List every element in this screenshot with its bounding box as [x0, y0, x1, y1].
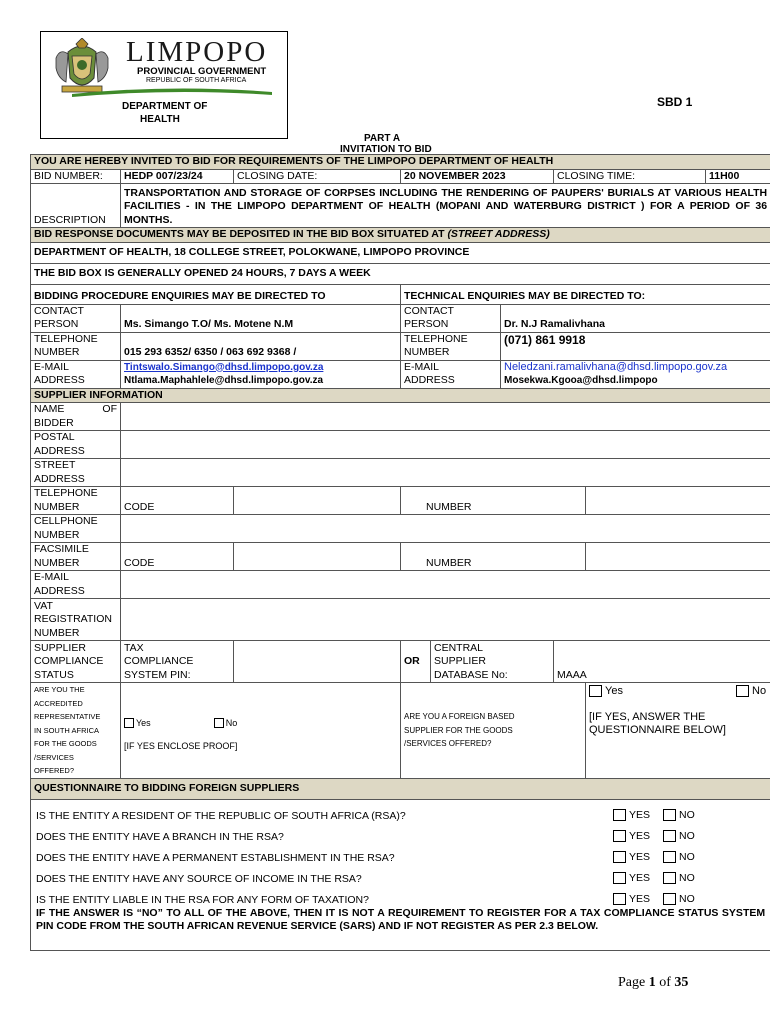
- q3-yes-checkbox[interactable]: [613, 851, 626, 863]
- bidder-name-field[interactable]: [121, 403, 770, 431]
- facsimile-label: FACSIMILE NUMBER: [31, 543, 121, 571]
- questionnaire-note: IF THE ANSWER IS “NO” TO ALL OF THE ABOVE, THEN IT IS NOT A REQUIREMENT TO REGISTER FOR A TAX COMPLIANCE STATUS SYSTEM PIN CODE FROM THE SOUTH AFRICAN REVENUE SERVICE (SARS) AND IF NOT REGISTER AS PER 2.3 BELOW.: [36, 906, 766, 932]
- telephone-number-field[interactable]: [586, 487, 770, 515]
- tax-pin-label: TAX COMPLIANCE SYSTEM PIN:: [121, 641, 234, 683]
- foreign-yes-checkbox[interactable]: [589, 685, 602, 697]
- tech-email-label: E-MAIL ADDRESS: [401, 360, 501, 388]
- technical-enquiries-heading: TECHNICAL ENQUIRIES MAY BE DIRECTED TO:: [401, 284, 770, 304]
- tech-phone-value: (071) 861 9918: [501, 332, 770, 360]
- q2-yes-checkbox[interactable]: [613, 830, 626, 842]
- closing-date-label: CLOSING DATE:: [234, 169, 401, 184]
- bidding-enquiries-heading: BIDDING PROCEDURE ENQUIRIES MAY BE DIRECTED TO: [31, 284, 401, 304]
- facsimile-number-field[interactable]: [586, 543, 770, 571]
- cellphone-field[interactable]: [121, 515, 770, 543]
- accredited-question: ARE YOU THE ACCREDITED REPRESENTATIVE IN SOUTH AFRICA FOR THE GOODS /SERVICES OFFERED?: [31, 683, 121, 779]
- foreign-no-checkbox[interactable]: [736, 685, 749, 697]
- form-code: SBD 1: [657, 95, 693, 109]
- q5-no-checkbox[interactable]: [663, 893, 676, 905]
- foreign-question: ARE YOU A FOREIGN BASED SUPPLIER FOR THE GOODS /SERVICES OFFERED?: [401, 683, 586, 779]
- bid-contact-value: Ms. Simango T.O/ Ms. Motene N.M: [121, 304, 401, 332]
- postal-address-label: POSTAL ADDRESS: [31, 431, 121, 459]
- bid-email-value: Tintswalo.Simango@dhsd.limpopo.gov.za Ntlama.Maphahlele@dhsd.limpopo.gov.za: [121, 360, 401, 388]
- tax-pin-field[interactable]: [234, 641, 401, 683]
- bid-number-label: BID NUMBER:: [31, 169, 121, 184]
- closing-time-value: 11H00: [706, 169, 770, 184]
- tech-phone-label: TELEPHONE NUMBER: [401, 332, 501, 360]
- accredited-yes-checkbox[interactable]: [124, 718, 134, 728]
- facsimile-number-label: NUMBER: [401, 543, 586, 571]
- description-value: TRANSPORTATION AND STORAGE OF CORPSES INCLUDING THE RENDERING OF PAUPERS' BURIALS AT VARIOUS HEALTH FACILITIES - IN THE LIMPOPO DEPARTMENT OF HEALTH (MOPANI AND WATERBURG DISTRICT ) FOR A PERIOD OF 36 MONTHS.: [121, 184, 770, 228]
- bid-contact-label: CONTACT PERSON: [31, 304, 121, 332]
- logo-subtitle: PROVINCIAL GOVERNMENT: [137, 66, 267, 77]
- tech-contact-value: Dr. N.J Ramalivhana: [501, 304, 770, 332]
- or-label: OR: [401, 641, 431, 683]
- accredited-answer: Yes No [IF YES ENCLOSE PROOF]: [121, 683, 401, 779]
- street-address-label: STREET ADDRESS: [31, 459, 121, 487]
- questionnaire-heading: QUESTIONNAIRE TO BIDDING FOREIGN SUPPLIERS: [31, 778, 770, 799]
- street-address-field[interactable]: [121, 459, 770, 487]
- supplier-heading: SUPPLIER INFORMATION: [31, 388, 770, 403]
- bid-phone-value: 015 293 6352/ 6350 / 063 692 9368 /: [121, 332, 401, 360]
- bid-number-value: HEDP 007/23/24: [121, 169, 234, 184]
- csd-label: CENTRAL SUPPLIER DATABASE No:: [431, 641, 554, 683]
- questionnaire-row: IS THE ENTITY LIABLE IN THE RSA FOR ANY FORM OF TAXATION? YES NO: [36, 892, 695, 906]
- bid-email-link[interactable]: Tintswalo.Simango@dhsd.limpopo.gov.za: [124, 361, 324, 373]
- questionnaire-row: DOES THE ENTITY HAVE ANY SOURCE OF INCOME IN THE RSA? YES NO: [36, 871, 695, 885]
- logo-country: REPUBLIC OF SOUTH AFRICA: [146, 77, 247, 84]
- bid-box-hours: THE BID BOX IS GENERALLY OPENED 24 HOURS, 7 DAYS A WEEK: [31, 263, 770, 284]
- invite-heading: YOU ARE HEREBY INVITED TO BID FOR REQUIREMENTS OF THE LIMPOPO DEPARTMENT OF HEALTH: [31, 155, 770, 170]
- tech-email-link[interactable]: Neledzani.ramalivhana@dhsd.limpopo.gov.za: [504, 360, 728, 373]
- q5-yes-checkbox[interactable]: [613, 893, 626, 905]
- q2-no-checkbox[interactable]: [663, 830, 676, 842]
- cellphone-label: CELLPHONE NUMBER: [31, 515, 121, 543]
- telephone-label: TELEPHONE NUMBER: [31, 487, 121, 515]
- email-field[interactable]: [121, 571, 770, 599]
- q1-yes-checkbox[interactable]: [613, 809, 626, 821]
- csd-field[interactable]: MAAA: [554, 641, 770, 683]
- vat-field[interactable]: [121, 599, 770, 641]
- bid-phone-label: TELEPHONE NUMBER: [31, 332, 121, 360]
- closing-date-value: 20 NOVEMBER 2023: [401, 169, 554, 184]
- logo-swoosh-icon: [72, 86, 272, 100]
- email-label: E-MAIL ADDRESS: [31, 571, 121, 599]
- telephone-code-label: CODE: [121, 487, 234, 515]
- form-subtitle: INVITATION TO BID: [340, 144, 432, 155]
- part-label: PART A: [364, 133, 401, 144]
- department-line-1: DEPARTMENT OF: [122, 101, 208, 112]
- tech-contact-label: CONTACT PERSON: [401, 304, 501, 332]
- logo-title: LIMPOPO: [126, 36, 268, 68]
- page-number: Page 1 of 35: [618, 975, 689, 990]
- deposit-heading: BID RESPONSE DOCUMENTS MAY BE DEPOSITED IN THE BID BOX SITUATED AT (STREET ADDRESS): [31, 228, 770, 243]
- q4-no-checkbox[interactable]: [663, 872, 676, 884]
- foreign-answer: Yes No [IF YES, ANSWER THE QUESTIONNAIRE BELOW]: [586, 683, 770, 779]
- q3-no-checkbox[interactable]: [663, 851, 676, 863]
- bid-form-table: [30, 154, 770, 951]
- questionnaire-row: DOES THE ENTITY HAVE A PERMANENT ESTABLISHMENT IN THE RSA? YES NO: [36, 850, 695, 864]
- facsimile-code-field[interactable]: [234, 543, 401, 571]
- department-line-2: HEALTH: [140, 114, 180, 125]
- accredited-no-checkbox[interactable]: [214, 718, 224, 728]
- closing-time-label: CLOSING TIME:: [554, 169, 706, 184]
- questionnaire-body: [31, 799, 770, 950]
- accredited-note: [IF YES ENCLOSE PROOF]: [124, 741, 238, 752]
- q4-yes-checkbox[interactable]: [613, 872, 626, 884]
- questionnaire-row: IS THE ENTITY A RESIDENT OF THE REPUBLIC OF SOUTH AFRICA (RSA)? YES NO: [36, 808, 695, 822]
- bidder-name-label: NAME OF BIDDER: [31, 403, 121, 431]
- bid-box-address: DEPARTMENT OF HEALTH, 18 COLLEGE STREET, POLOKWANE, LIMPOPO PROVINCE: [31, 242, 770, 263]
- facsimile-code-label: CODE: [121, 543, 234, 571]
- compliance-status-label: SUPPLIER COMPLIANCE STATUS: [31, 641, 121, 683]
- description-label: DESCRIPTION: [31, 184, 121, 228]
- q1-no-checkbox[interactable]: [663, 809, 676, 821]
- foreign-note: [IF YES, ANSWER THE QUESTIONNAIRE BELOW]: [589, 710, 726, 736]
- bid-email-label: E-MAIL ADDRESS: [31, 360, 121, 388]
- tech-email-value: Neledzani.ramalivhana@dhsd.limpopo.gov.za Mosekwa.Kgooa@dhsd.limpopo: [501, 360, 770, 388]
- vat-label: VAT REGISTRATION NUMBER: [31, 599, 121, 641]
- telephone-code-field[interactable]: [234, 487, 401, 515]
- postal-address-field[interactable]: [121, 431, 770, 459]
- questionnaire-row: DOES THE ENTITY HAVE A BRANCH IN THE RSA? YES NO: [36, 829, 695, 843]
- telephone-number-label: NUMBER: [401, 487, 586, 515]
